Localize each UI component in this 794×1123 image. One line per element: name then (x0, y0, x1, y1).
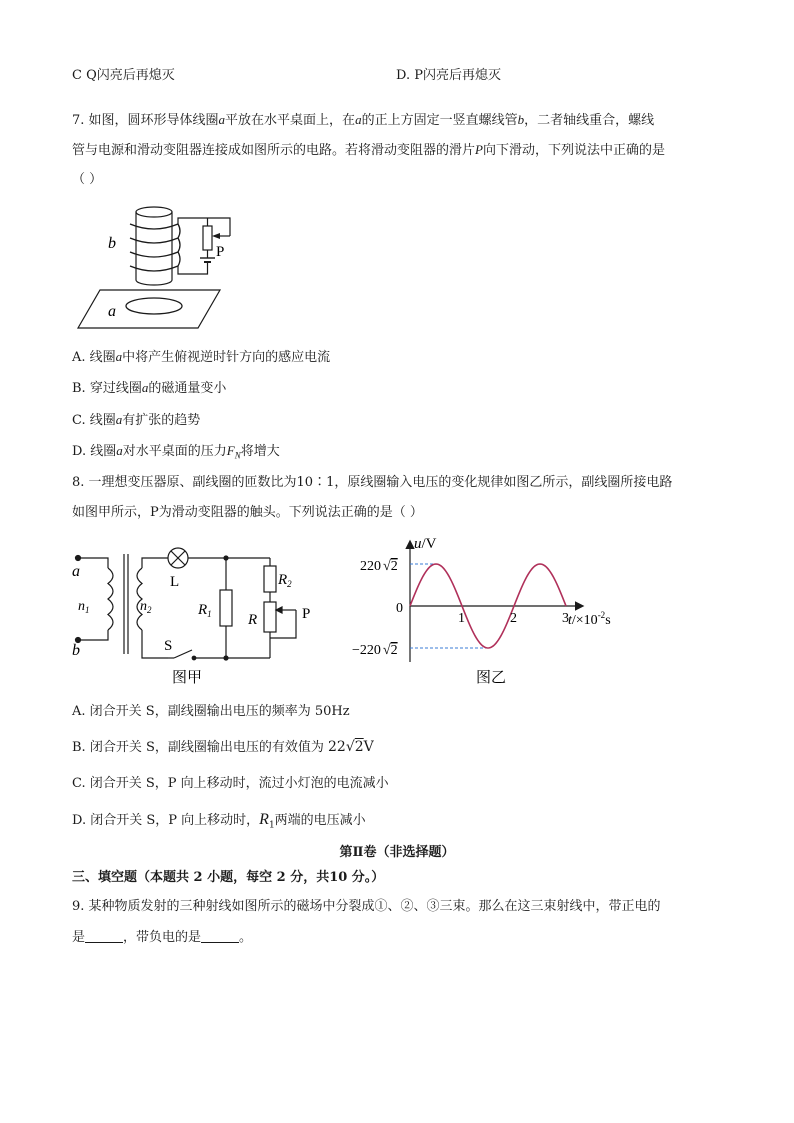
q7-text: 的正上方固定一竖直螺线管 (361, 113, 518, 128)
q7-stem-line1 (72, 110, 654, 131)
var-p: P (475, 142, 483, 157)
q9-line1: 9. 某种物质发射的三种射线如图所示的磁场中分裂成①、②、③三束。那么在这三束射线中，带正电的 (72, 899, 661, 914)
var-b: b (517, 112, 525, 127)
xtick-3: 3 (562, 611, 569, 626)
q7-option-a (72, 347, 330, 368)
opt-text: B. 闭合开关 S，副线圈输出电压的有效值为 (72, 740, 324, 755)
label-a: a (108, 303, 116, 320)
opt-text: 中将产生俯视逆时针方向的感应电流 (122, 350, 331, 365)
caption-jia: 图甲 (172, 670, 203, 686)
label-r: R (248, 612, 258, 628)
xtick-2: 2 (510, 611, 517, 626)
label-n2: $n_2$ (140, 599, 152, 615)
q7-stem-line2 (72, 140, 665, 161)
q7-text: 向下滑动，下列说法中正确的是 (482, 143, 665, 158)
q8-option-d (72, 810, 366, 836)
opt-text: D. 线圈 (72, 444, 117, 459)
var-a: a (116, 443, 123, 458)
q9-text: ，带负电的是 (123, 930, 202, 945)
label-l: L (170, 574, 180, 590)
opt-text: 两端的电压减小 (274, 813, 366, 828)
q7-text: 平放在水平桌面上，在 (225, 113, 356, 128)
opt-text: D. 闭合开关 S，P 向上移动时， (72, 813, 260, 828)
caption-yi: 图乙 (476, 670, 507, 686)
resistor-r2 (264, 566, 276, 592)
force-subscript: N (234, 450, 241, 461)
q7-text: 7. 如图，圆环形导体线圈 (72, 113, 219, 128)
label-s: S (164, 638, 173, 654)
q8-stem-line2: 如图甲所示，P为滑动变阻器的触头。下列说法正确的是（ ） (72, 505, 423, 520)
rheostat (203, 226, 212, 250)
part2-title: 第Ⅱ卷（非选择题） (339, 845, 455, 860)
label-p: P (302, 606, 311, 622)
xtick-1: 1 (458, 611, 465, 626)
q7-solenoid-figure (70, 198, 240, 334)
ytick-zero: 0 (396, 601, 403, 616)
label-b: b (108, 235, 116, 252)
terminal-a: a (72, 563, 80, 580)
q8-option-c: C. 闭合开关 S，P 向上移动时，流过小灯泡的电流减小 (72, 776, 389, 791)
q8-voltage-graph (348, 536, 628, 690)
opt-text: B. 穿过线圈 (72, 381, 142, 396)
q7-option-d (72, 441, 280, 466)
force-symbol: F (226, 443, 235, 458)
slider-arrow (212, 233, 220, 239)
opt-text: A. 线圈 (72, 350, 116, 365)
q8-option-a: A. 闭合开关 S，副线圈输出电压的频率为 50Hz (72, 704, 350, 719)
y-axis-label: u/V (414, 536, 437, 552)
slider-p (276, 607, 282, 613)
primary-coil (108, 568, 113, 630)
opt-text: C. 线圈 (72, 413, 116, 428)
switch-s (174, 650, 192, 658)
q7-answer-paren: （ ） (72, 172, 103, 187)
q8-circuit-diagram (68, 544, 338, 690)
terminal-b: b (72, 642, 80, 659)
q7-option-c (72, 410, 200, 431)
q8-option-b (72, 737, 374, 758)
table-plane (78, 290, 220, 328)
label-r1: $R_1$ (198, 602, 212, 619)
ring-a (126, 298, 182, 314)
q6-option-d: D. P闪亮后再熄灭 (396, 68, 501, 83)
opt-text: 对水平桌面的压力 (122, 444, 227, 459)
r1-symbol: R (259, 811, 269, 828)
label-r2: $R_2$ (278, 572, 292, 589)
q9-line2 (72, 928, 252, 948)
q8-stem-line1: 8. 一理想变压器原、副线圈的匝数比为10∶1，原线圈输入电压的变化规律如图乙所示，副线圈所接电路 (72, 475, 673, 490)
q7-text: ，二者轴线重合，螺线 (524, 113, 655, 128)
resistor-r1 (220, 590, 232, 626)
ytick-bottom: −220 √2 (352, 643, 398, 658)
q7-option-b (72, 378, 226, 399)
label-p: P (216, 244, 225, 260)
var-a: a (115, 349, 123, 364)
q9-text: 是 (72, 930, 86, 945)
var-a: a (355, 112, 362, 127)
opt-text: 有扩张的趋势 (122, 413, 201, 428)
q7-text: 管与电源和滑动变阻器连接成如图所示的电路。若将滑动变阻器的滑片 (72, 143, 476, 158)
q9-text: 。 (239, 930, 253, 945)
var-a: a (218, 112, 226, 127)
r1-subscript: 1 (268, 820, 275, 831)
var-a: a (141, 380, 149, 395)
rheostat-r (264, 602, 276, 632)
opt-text: 将增大 (240, 444, 280, 459)
var-a: a (115, 412, 123, 427)
rms-value: 22√2V (328, 739, 374, 755)
x-axis-label: $t/\times 10^{-2}s$ (568, 610, 611, 628)
section-fill-in-title: 三、填空题（本题共 2 小题，每空 2 分，共10 分。） (72, 870, 385, 885)
opt-text: 的磁通量变小 (148, 381, 227, 396)
label-n1: $n_1$ (78, 599, 90, 615)
answer-blank-positive[interactable] (85, 928, 123, 943)
answer-blank-negative[interactable] (201, 928, 239, 943)
ytick-top: 220 √2 (360, 559, 398, 574)
q6-option-c: C Q闪亮后再熄灭 (72, 68, 175, 83)
